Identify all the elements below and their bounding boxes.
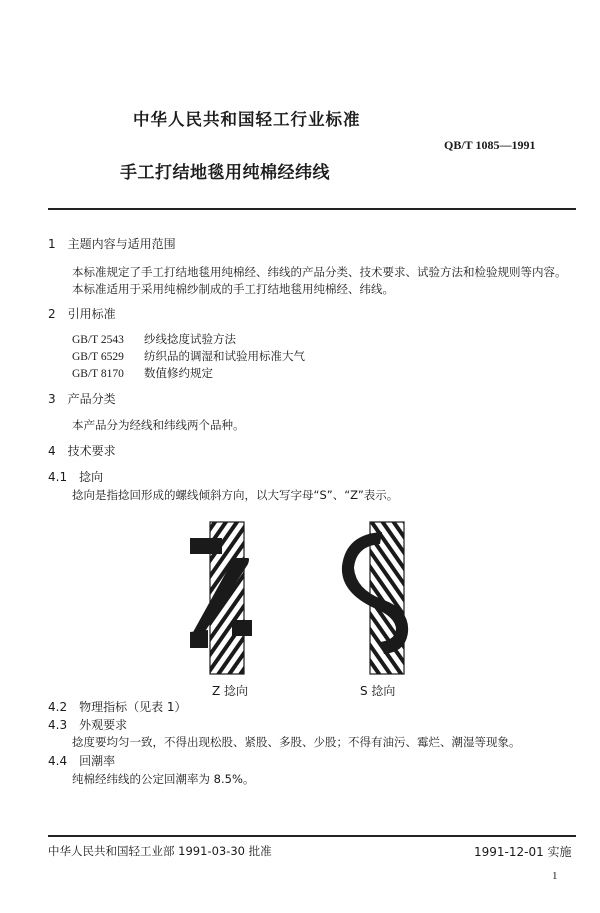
issuing-authority: 中华人民共和国轻工行业标准 xyxy=(133,110,361,129)
header-divider xyxy=(48,208,576,210)
reference-item xyxy=(72,365,213,381)
reference-item xyxy=(72,331,236,347)
effective-date: 1991-12-01 实施 xyxy=(474,845,572,859)
section-2-heading: 2 引用标准 xyxy=(48,307,116,321)
z-twist-diagram xyxy=(188,522,252,674)
s-twist-diagram xyxy=(342,522,408,674)
section-4-3-paragraph: 捻度要均匀一致，不得出现松股、紧股、多股、少股；不得有油污、霉烂、潮湿等现象。 xyxy=(72,735,521,749)
reference-title: 纺织品的调湿和试验用标准大气 xyxy=(144,349,305,363)
s-twist-label: S 捻向 xyxy=(360,684,396,698)
section-4-1-heading: 4.1 捻向 xyxy=(48,470,104,484)
section-1-paragraph-2: 本标准适用于采用纯棉纱制成的手工打结地毯用纯棉经、纬线。 xyxy=(72,282,394,296)
reference-code: GB/T 6529 xyxy=(72,351,124,363)
section-4-4-paragraph: 纯棉经纬线的公定回潮率为 8.5%。 xyxy=(72,772,255,786)
section-1-paragraph-1: 本标准规定了手工打结地毯用纯棉经、纬线的产品分类、技术要求、试验方法和检验规则等内容。 xyxy=(72,265,567,279)
reference-code: GB/T 8170 xyxy=(72,368,124,380)
section-3-heading: 3 产品分类 xyxy=(48,392,116,406)
z-twist-label: Z 捻向 xyxy=(212,684,249,698)
standard-code: QB/T 1085—1991 xyxy=(444,138,536,152)
section-1-heading: 1 主题内容与适用范围 xyxy=(48,237,176,251)
section-4-2-heading: 4.2 物理指标（见表 1） xyxy=(48,700,187,714)
section-4-1-paragraph: 捻向是指捻回形成的螺线倾斜方向，以大写字母“S”、“Z”表示。 xyxy=(72,488,399,502)
section-4-3-heading: 4.3 外观要求 xyxy=(48,718,128,732)
reference-item xyxy=(72,348,305,364)
document-title: 手工打结地毯用纯棉经纬线 xyxy=(120,163,330,183)
page-number: 1 xyxy=(552,870,558,882)
reference-title: 数值修约规定 xyxy=(144,366,213,380)
reference-title: 纱线捻度试验方法 xyxy=(144,332,236,346)
section-3-paragraph: 本产品分为经线和纬线两个品种。 xyxy=(72,418,245,432)
reference-code: GB/T 2543 xyxy=(72,334,124,346)
section-4-4-heading: 4.4 回潮率 xyxy=(48,754,116,768)
section-4-heading: 4 技术要求 xyxy=(48,444,116,458)
twist-direction-figure xyxy=(170,520,430,680)
approval-line: 中华人民共和国轻工业部 1991-03-30 批准 xyxy=(48,844,272,858)
footer-divider xyxy=(48,835,576,837)
